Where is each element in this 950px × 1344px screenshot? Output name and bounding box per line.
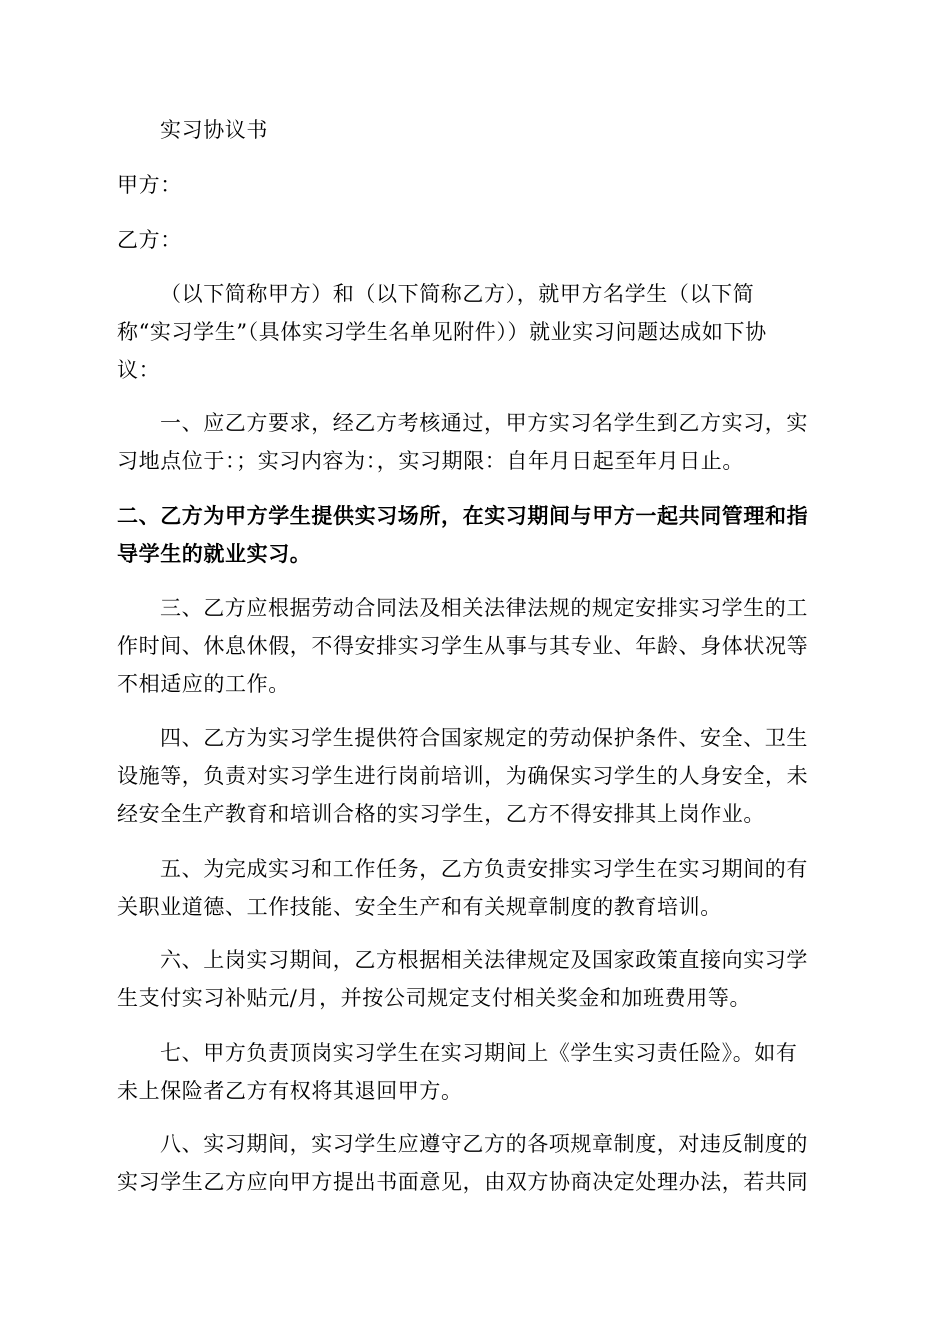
clause-2-line-2: 导学生的就业实习。 — [117, 541, 312, 566]
document-title: 实习协议书 — [160, 118, 268, 142]
clause-5-line-1: 五、为完成实习和工作任务，乙方负责安排实习学生在实习期间的有 — [160, 857, 808, 881]
clause-6-line-1: 六、上岗实习期间，乙方根据相关法律规定及国家政策直接向实习学 — [160, 948, 808, 972]
clause-4-line-3: 经安全生产教育和培训合格的实习学生，乙方不得安排其上岗作业。 — [117, 802, 765, 826]
clause-1-line-2: 习地点位于：；实习内容为：，实习期限：自年月日起至年月日止。 — [117, 449, 744, 473]
clause-1-line-1: 一、应乙方要求，经乙方考核通过，甲方实习名学生到乙方实习，实 — [160, 411, 808, 435]
clause-4-line-2: 设施等，负责对实习学生进行岗前培训，为确保实习学生的人身安全，未 — [117, 764, 809, 788]
clause-8-line-2: 实习学生乙方应向甲方提出书面意见，由双方协商决定处理办法，若共同 — [117, 1170, 809, 1194]
party-a-label: 甲方： — [117, 173, 182, 197]
clause-7-line-2: 未上保险者乙方有权将其退回甲方。 — [117, 1079, 463, 1103]
clause-2-line-1: 二、乙方为甲方学生提供实习场所，在实习期间与甲方一起共同管理和指 — [117, 503, 809, 528]
clause-6-line-2: 生支付实习补贴元/月，并按公司规定支付相关奖金和加班费用等。 — [117, 986, 752, 1010]
intro-line-3: 议： — [117, 358, 161, 382]
intro-line-2: 称“实习学生”（具体实习学生名单见附件））就业实习问题达成如下协 — [117, 320, 767, 344]
intro-line-1: （以下简称甲方）和（以下简称乙方），就甲方名学生（以下简 — [160, 282, 755, 306]
clause-3-line-3: 不相适应的工作。 — [117, 672, 290, 696]
clause-5-line-2: 关职业道德、工作技能、安全生产和有关规章制度的教育培训。 — [117, 895, 722, 919]
clause-3-line-2: 作时间、休息休假，不得安排实习学生从事与其专业、年龄、身体状况等 — [117, 634, 809, 658]
clause-7-line-1: 七、甲方负责顶岗实习学生在实习期间上《学生实习责任险》。如有 — [160, 1041, 798, 1065]
clause-4-line-1: 四、乙方为实习学生提供符合国家规定的劳动保护条件、安全、卫生 — [160, 726, 808, 750]
clause-3-line-1: 三、乙方应根据劳动合同法及相关法律法规的规定安排实习学生的工 — [160, 596, 808, 620]
clause-8-line-1: 八、实习期间，实习学生应遵守乙方的各项规章制度，对违反制度的 — [160, 1132, 808, 1156]
party-b-label: 乙方： — [117, 228, 182, 252]
